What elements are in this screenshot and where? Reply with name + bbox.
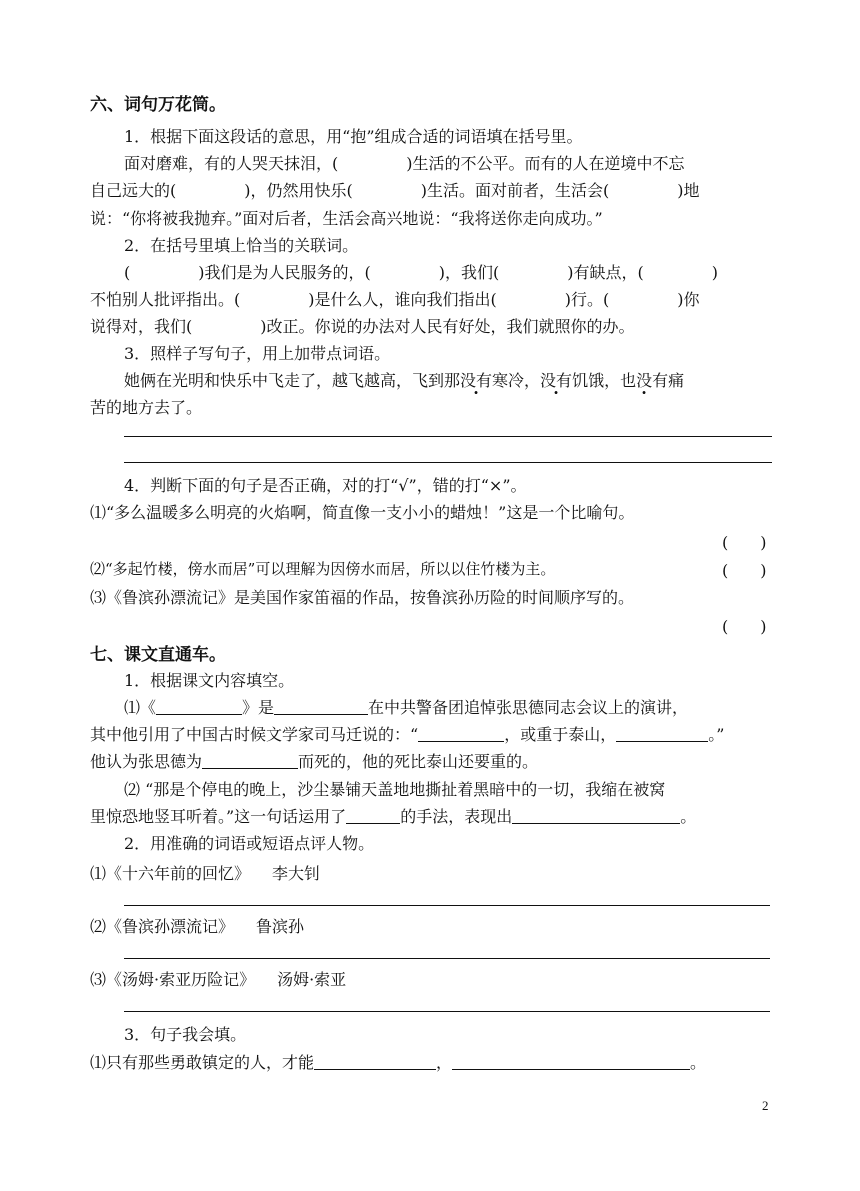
q4-prompt: 4．判断下面的句子是否正确，对的打“√”，错的打“×”。 bbox=[124, 476, 527, 495]
dotted-word: 没有 bbox=[460, 371, 493, 390]
s7-q1-a-line-3: 他认为张思德为 而死的，他的死比泰山还要重的。 bbox=[90, 752, 539, 771]
answer-blank[interactable] bbox=[512, 807, 680, 824]
s7-q1-a-line-1: ⑴《 》是 在中共警备团追悼张思德同志会议上的演讲， bbox=[124, 698, 689, 717]
q3-sentence-line-1: 她俩在光明和快乐中飞走了，越飞越高，飞到那没有寒冷，没有饥饿，也没有痛 bbox=[124, 371, 685, 390]
answer-blank[interactable] bbox=[616, 725, 708, 742]
q2-line-1: ( )我们是为人民服务的，( )，我们( )有缺点，( ) bbox=[124, 263, 719, 282]
q4-item-2: ⑵“多起竹楼，傍水而居”可以理解为因傍水而居，所以以住竹楼为主。 bbox=[90, 560, 556, 578]
answer-line[interactable] bbox=[124, 436, 772, 437]
s7-q1-a-line-2: 其中他引用了中国古时候文学家司马迁说的：“ ，或重于泰山， 。” bbox=[90, 725, 725, 744]
q2-line-3: 说得对，我们( )改正。你说的办法对人民有好处，我们就照你的办。 bbox=[90, 317, 635, 336]
answer-line[interactable] bbox=[124, 1011, 770, 1012]
q4-item-1: ⑴“多么温暖多么明亮的火焰啊，简直像一支小小的蜡烛！”这是一个比喻句。 bbox=[90, 503, 635, 522]
answer-blank[interactable] bbox=[274, 698, 368, 715]
q2-line-2: 不怕别人批评指出。( )是什么人，谁向我们指出( )行。( )你 bbox=[90, 290, 700, 309]
s7-q1-b-line-2: 里惊恐地竖耳听着。”这一句话运用了 的手法，表现出 。 bbox=[90, 807, 697, 826]
q3-sentence-line-2: 苦的地方去了。 bbox=[90, 398, 203, 417]
answer-blank[interactable] bbox=[418, 725, 504, 742]
q1-line-2: 自己远大的( )，仍然用快乐( )生活。面对前者，生活会( )地 bbox=[90, 181, 700, 200]
q1-line-1: 面对磨难，有的人哭天抹泪，( )生活的不公平。而有的人在逆境中不忘 bbox=[124, 154, 685, 173]
judge-box[interactable]: ( ) bbox=[722, 533, 767, 552]
q2-prompt: 2．在括号里填上恰当的关联词。 bbox=[124, 236, 359, 255]
section-6-title: 六、词句万花筒。 bbox=[90, 95, 226, 115]
s7-q2-prompt: 2．用准确的词语或短语点评人物。 bbox=[124, 834, 375, 853]
answer-line[interactable] bbox=[124, 462, 772, 463]
s7-q3-line-1: ⑴只有那些勇敢镇定的人，才能 ， 。 bbox=[90, 1053, 707, 1072]
page-number: 2 bbox=[762, 1098, 769, 1113]
answer-blank[interactable] bbox=[156, 698, 242, 715]
judge-box[interactable]: ( ) bbox=[722, 561, 767, 580]
s7-q2-item-3: ⑶《汤姆·索亚历险记》 汤姆·索亚 bbox=[90, 970, 347, 989]
answer-line[interactable] bbox=[124, 905, 770, 906]
s7-q3-prompt: 3．句子我会填。 bbox=[124, 1025, 247, 1044]
q3-prompt: 3．照样子写句子，用上加带点词语。 bbox=[124, 344, 391, 363]
answer-blank[interactable] bbox=[452, 1053, 690, 1070]
s7-q1-b-line-1: ⑵ “那是个停电的晚上，沙尘暴铺天盖地地撕扯着黑暗中的一切，我缩在被窝 bbox=[124, 780, 666, 799]
dotted-word: 没有 bbox=[540, 371, 573, 390]
answer-blank[interactable] bbox=[202, 752, 298, 769]
answer-blank[interactable] bbox=[314, 1053, 436, 1070]
section-7-title: 七、课文直通车。 bbox=[90, 645, 226, 665]
q1-prompt: 1．根据下面这段话的意思，用“抱”组成合适的词语填在括号里。 bbox=[124, 127, 583, 146]
s7-q1-prompt: 1．根据课文内容填空。 bbox=[124, 671, 295, 690]
q1-line-3: 说：“你将被我抛弃。”面对后者，生活会高兴地说：“我将送你走向成功。” bbox=[90, 209, 603, 228]
s7-q2-item-1: ⑴《十六年前的回忆》 李大钊 bbox=[90, 864, 321, 883]
answer-line[interactable] bbox=[124, 958, 770, 959]
judge-box[interactable]: ( ) bbox=[722, 617, 767, 636]
dotted-word: 也没有 bbox=[620, 371, 669, 390]
answer-blank[interactable] bbox=[346, 807, 400, 824]
q4-item-3: ⑶《鲁滨孙漂流记》是美国作家笛福的作品，按鲁滨孙历险的时间顺序写的。 bbox=[90, 588, 635, 607]
s7-q2-item-2: ⑵《鲁滨孙漂流记》 鲁滨孙 bbox=[90, 917, 305, 936]
